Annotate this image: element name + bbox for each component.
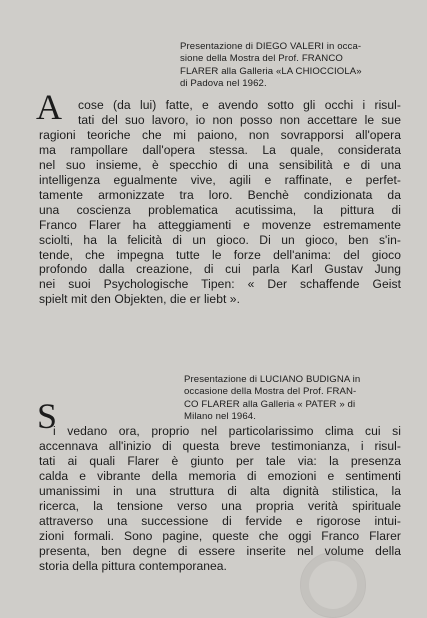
- text-line: calda e vibrante della memoria di emozioni e sentimenti: [39, 468, 401, 483]
- text-line: nei suoi Psychologische Tipen: « Der schaffende Geist: [39, 277, 401, 292]
- text-line: profondo dalla creazione, di cui parla Karl Gustav Jung: [39, 262, 401, 277]
- caption-line: occasione della Mostra del Prof. FRAN-: [184, 386, 357, 398]
- caption-luciano-budigna: [184, 374, 406, 424]
- caption-line: sione della Mostra del Prof. FRANCO: [180, 53, 343, 65]
- text-line: tamente armonizzate tra loro. Benchè condizionata da: [39, 187, 401, 202]
- text-line: ricerca, la tensione verso una propria verità spirituale: [39, 498, 401, 513]
- text-line: storia della pittura contemporanea.: [39, 558, 227, 573]
- text-line: nel suo insieme, è specchio di una sensibilità e di una: [39, 157, 401, 172]
- text-line: accennava all'inizio di questa breve testimonianza, i risul-: [39, 438, 401, 453]
- embossed-seal: [300, 552, 366, 618]
- caption-line: di Padova nel 1962.: [180, 78, 267, 90]
- text-line: umanissimi in una struttura di alta dignità stilistica, la: [39, 483, 401, 498]
- caption-line: Presentazione di DIEGO VALERI in occa-: [180, 41, 362, 52]
- caption-line: CO FLARER alla Galleria « PATER » di: [184, 398, 356, 410]
- text-line: attraverso una successione di fervide e rigorose intui-: [39, 513, 401, 528]
- paragraph-budigna: [39, 424, 401, 574]
- text-line: sciolti, ha la felicità di un gioco. Di un gioco, ben s'in-: [39, 232, 401, 247]
- text-line: una coscienza problematica acutissima, la pittura di: [39, 202, 401, 217]
- text-line: i vedano ora, proprio nel particolarissimo clima cui si: [53, 424, 401, 438]
- text-line: ragioni teoriche che mi paiono, non sovrapporsi all'opera: [39, 127, 401, 142]
- text-line: zioni formali. Sono pagine, queste che oggi Franco Flarer: [39, 528, 401, 543]
- caption-line: Milano nel 1964.: [184, 411, 257, 423]
- paragraph-valeri: [39, 98, 401, 307]
- text-line: tende, che impegna tutte le forze dell'anima: del gioco: [39, 247, 401, 262]
- drop-cap-a: A: [36, 87, 62, 127]
- caption-line: FLARER alla Galleria «LA CHIOCCIOLA»: [180, 65, 362, 77]
- text-line: ma rampollare dall'opera stessa. La quale, considerata: [39, 142, 401, 157]
- text-line: presenta, ben degne di essere inserite nel volume della: [39, 543, 401, 558]
- text-line: spielt mit den Objekten, die er liebt ».: [39, 292, 240, 307]
- text-line: tati del suo lavoro, io non posso non accettare le sue: [78, 112, 401, 127]
- caption-diego-valeri: [180, 41, 405, 91]
- text-line: tati ai quali Flarer è giunto per tale via: la presenza: [39, 453, 401, 468]
- text-line: cose (da lui) fatte, e avendo sotto gli occhi i risul-: [78, 98, 401, 112]
- text-line: intelligenza egualmente vive, agili e raffinate, e perfet-: [39, 172, 401, 187]
- drop-cap-s: S: [37, 396, 58, 436]
- caption-line: Presentazione di LUCIANO BUDIGNA in: [184, 374, 361, 385]
- text-line: Franco Flarer ha atteggiamenti e movenze estremamente: [39, 217, 401, 232]
